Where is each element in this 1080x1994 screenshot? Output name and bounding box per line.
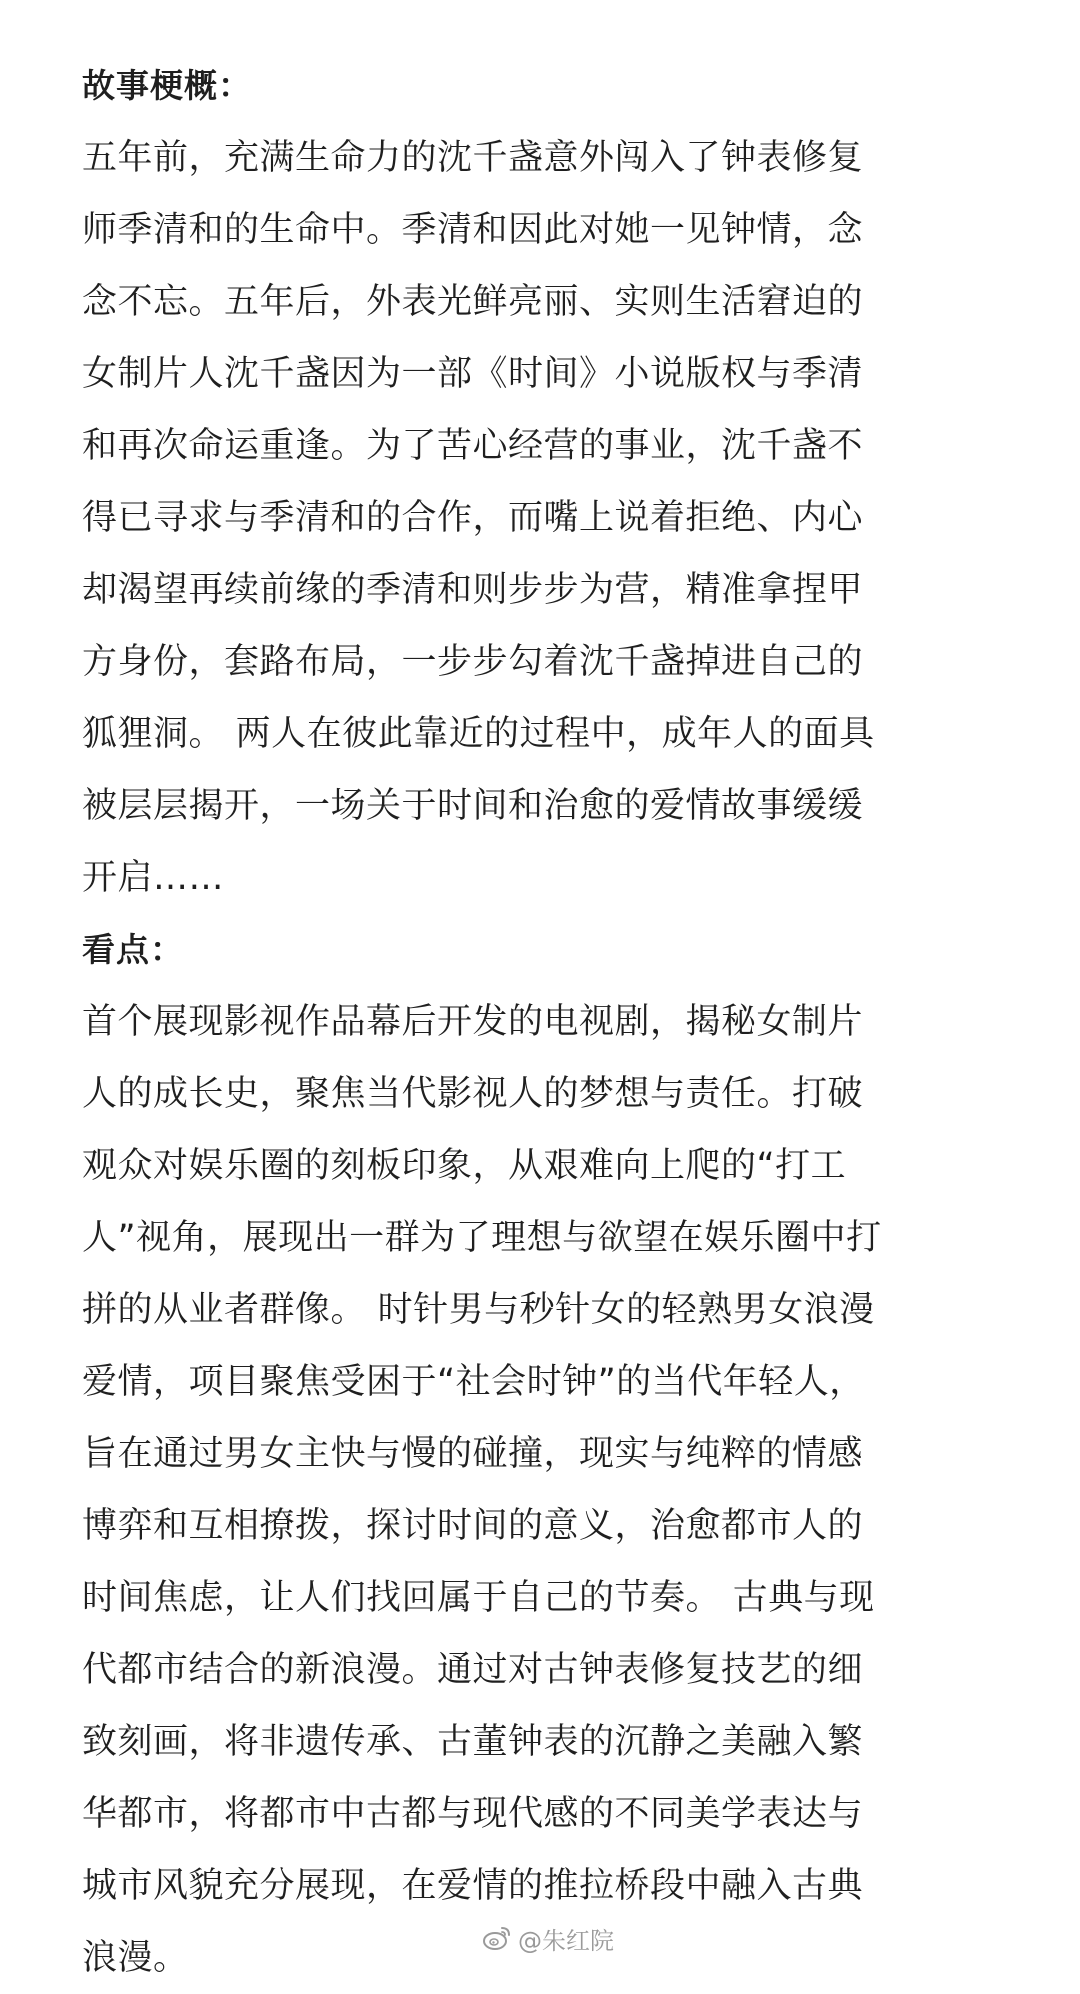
- highlights-line: 旨在通过男女主快与慢的碰撞，现实与纯粹的情感: [82, 1434, 864, 1474]
- highlights-line: 爱情，项目聚焦受困于“社会时钟”的当代年轻人，: [82, 1362, 865, 1402]
- highlights-line: 时间焦虑，让人们找回属于自己的节奏。 古典与现: [82, 1578, 875, 1618]
- article-body: [82, 50, 1022, 1994]
- synopsis-line: 和再次命运重逢。为了苦心经营的事业，沈千盏不: [82, 426, 864, 466]
- synopsis-line: 狐狸洞。 两人在彼此靠近的过程中，成年人的面具: [82, 714, 875, 754]
- highlights-line: 华都市，将都市中古都与现代感的不同美学表达与: [82, 1794, 864, 1834]
- watermark: [482, 1918, 614, 1958]
- synopsis-line: 五年前，充满生命力的沈千盏意外闯入了钟表修复: [82, 138, 864, 178]
- highlights-paragraph: [82, 986, 1022, 1994]
- synopsis-line: 开启……: [82, 858, 225, 898]
- watermark-username: @朱红院: [518, 1926, 614, 1955]
- highlights-line: 人的成长史，聚焦当代影视人的梦想与责任。打破: [82, 1074, 864, 1114]
- highlights-line: 人”视角，展现出一群为了理想与欲望在娱乐圈中打: [82, 1218, 882, 1258]
- synopsis-heading: 故事梗概：: [82, 66, 252, 105]
- highlights-line: 拼的从业者群像。 时针男与秒针女的轻熟男女浪漫: [82, 1290, 875, 1330]
- highlights-line: 博弈和互相撩拨，探讨时间的意义，治愈都市人的: [82, 1506, 864, 1546]
- highlights-line: 致刻画，将非遗传承、古董钟表的沉静之美融入繁: [82, 1722, 864, 1762]
- synopsis-line: 得已寻求与季清和的合作，而嘴上说着拒绝、内心: [82, 498, 864, 538]
- synopsis-line: 却渴望再续前缘的季清和则步步为营，精准拿捏甲: [82, 570, 864, 610]
- synopsis-paragraph: [82, 122, 1022, 914]
- synopsis-line: 被层层揭开，一场关于时间和治愈的爱情故事缓缓: [82, 786, 864, 826]
- weibo-logo-icon: [482, 1924, 512, 1952]
- highlights-line: 城市风貌充分展现，在爱情的推拉桥段中融入古典: [82, 1866, 864, 1906]
- highlights-line: 浪漫。: [82, 1938, 189, 1978]
- synopsis-line: 念不忘。五年后，外表光鲜亮丽、实则生活窘迫的: [82, 282, 864, 322]
- highlights-heading: 看点：: [82, 930, 184, 969]
- synopsis-line: 师季清和的生命中。季清和因此对她一见钟情，念: [82, 210, 864, 250]
- synopsis-line: 方身份，套路布局，一步步勾着沈千盏掉进自己的: [82, 642, 864, 682]
- highlights-line: 代都市结合的新浪漫。通过对古钟表修复技艺的细: [82, 1650, 864, 1690]
- highlights-line: 首个展现影视作品幕后开发的电视剧，揭秘女制片: [82, 1002, 864, 1042]
- synopsis-line: 女制片人沈千盏因为一部《时间》小说版权与季清: [82, 354, 864, 394]
- highlights-line: 观众对娱乐圈的刻板印象，从艰难向上爬的“打工: [82, 1146, 847, 1186]
